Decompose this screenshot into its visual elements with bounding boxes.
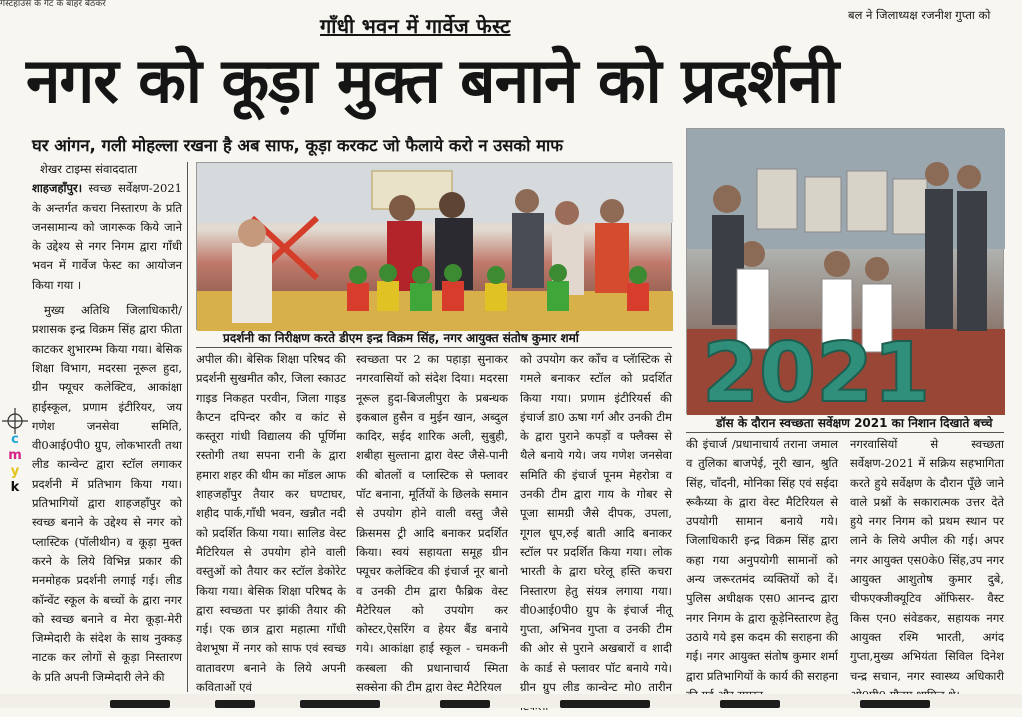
neighbour-article-snippet-top-left: गेस्टहाउस के गेट के बाहर बैठकर [0,0,106,9]
cmyk-magenta: m [8,448,22,463]
cropped-glyph [860,700,930,708]
column-5: की इंचार्ज /प्रधानाचार्य तराना जमाल व तुलिका बाजपेई, नूरी खान, श्रुति सिंह, चाँदनी, मोनिका सिंह एवं सईदा रूकैय्या के द्वारा वेस्ट मैटिरियल से उपयोगी सामान बनाये गये। जिलाधिकारी इन्द्र विक्रम सिंह द्वारा कहा गया अनुपयोगी सामानों को अन्य जरूरतमंद व्यक्तियों को दें। पुलिस अधीक्षक एस0 आनन्द द्वारा नगर निगम के द्वारा कूड़ेनिस्तारण हेतु उठाये गये इस कदम की सराहना की गई। नगर आयुक्त संतोष कुमार शर्मा द्वारा प्रतिभागियों के कार्य की सराहना [686,437,838,683]
exhibition-photo [196,162,672,330]
cropped-glyph [110,700,170,708]
photo-2-caption: डॉस के दौरान स्वच्छता सर्वेक्षण 2021 का निशान दिखाते बच्चे [716,416,993,430]
column-4: को उपयोग कर कॉंच व प्लॅास्टिक से गमले बनाकर स्टॉल को प्रदर्शित किया गया। प्रणाम इंटीरियर्स की इंचार्ज डा0 ऊषा गर्ग और उनकी टीम के द्वारा पुराने कपड़ों व फ्लैक्स से थैले बनाये गये। जय गणेश जनसेवा समिति की इंचार्ज पूनम मेहरोत्रा व उनकी टीम द्वारा गाय के गोबर से पूजा सामग्री जैसे दीपक, उपला, गूगल धूप,रुई बाती आदि बनाकर स्टॉल पर प्रदर्शित किया गया। लोक भारती के द्वारा घरेलू हस्ति कचरा निस्तारण हेतु संयत्र लगाया गया। वी0आई0पी0 ग्रुप के इंचार्ज नीतू गुप्ता, अभिनव गुप्ता व उनकी टीम की ओर से पुराने अखबारों व शादी के कार्ड से फ्लावर पॉट बनाये गये। ग्रीन ग्रुप लीड कान्वेन्ट मो0 तारीन [520,352,672,695]
column-6: नगरवासियों से स्वच्छता सर्वेक्षण-2021 में सक्रिय सहभागिता करते हुये सर्वेक्षण के दौरान पूँछे जाने वाले प्रश्नों के सकारात्मक उत्तर देते हुये नगर निगम को प्रथम स्थान पर लाने के लिये अपील की गई। अपर नगर आयुक्त एस0के0 सिंह,उप नगर आयुक्त आशुतोष कुमार दुबे, चीफएक्जीक्यूटिव ऑफिसर- वैस्ट किस एन0 संवेडकर, सहायक नगर आयुक्त रश्मि भारती, अगंद गुप्ता,मुख्य अभियंता सिविल दिनेश चन्द्र सचान, नगर स्वास्थ्य अधिकारी [850,437,1004,683]
caption-rule [196,347,672,348]
column-1-paragraph-2: मुख्य अतिथि जिलाधिकारी/प्रशासक इन्द्र विक्रम सिंह द्वारा फीता काटकर शुभारम्भ किया गया। बेसिक शिक्षा विभाग, मदरसा नूरूल हुदा, ग्रीन फ्यूचर कलेक्टिव, आकांक्षा हाईस्कूल, प्रणाम इंटीरियर, जय गणेश जनसेवा समिति, वी0आई0पी0 ग्रुप, लोकभारती तथा लीड कान्वेन्ट द्वारा स्टॉल लगाकर प्रदर्शनी में प्रतिभाग किया गया। प्रतिभागियों द्वारा शाहजहाँपुर को स्वच्छ बनाने के उद्देश्य से नगर को प्लास्टिक (पॉलीथीन) व कूड़ा मुक्त करने के लिये विभिन्न प्रकार की मनमोहक प्रदर्शनी लगाई गई। लीड कॉन्वेंट स्कूल के बच्चों के द्वारा नगर को स्वच्छ बनाने व मेरा कूड़ा-मेरी जिम्मेदारी के संदेश के साथ नुक्कड़ नाटक कर लोगों से कूड़ा निस्तारण के प्रति अपनी जिम्मेदारी लेने की [32,303,182,684]
byline: शेखर टाइम्स संवाददाता [40,162,138,176]
cropped-glyph [440,700,490,708]
kicker: गाँधी भवन में गार्वेज फेस्ट [320,14,511,38]
photo-2-sign-text: 2021 [702,326,931,421]
column-3: स्वच्छता पर 2 का पहाड़ा सुनाकर नगरवासियों को संदेश दिया। मदरसा नूरूल हुदा-बिजलीपुरा के प्रबन्धक इकबाल हुसैन व मुईन खान, अब्दुल कादिर, सईद शारिक अली, सुबुही, शबीहा सुल्ताना द्वारा वेस्ट जैसे-पानी की बोतलों व प्लास्टिक से फ्लावर पॉट बनाना, मूर्तियों के छिलके समान से उपयोग होने वाली वस्तु जैसे क्रिसमस ट्री आदि बनाकर प्रदर्शित किया। स्वयं सहायता समूह ग्रीन फ्यूचर कलेक्टिव की इंचार्ज नूर बानो व उनकी टीम द्वारा फैब्रिक वेस्ट मैटेरियल को उपयोग कर कोस्टर,ऐसरिंग व हेयर बैंड बनाये गये। आकांक्षा हाई स्कूल - चमकनी कस्बला की प्रधानाचार्य स्मिता सक्सेना की टीम द्वारा वेस्ट मैटेरियल [356,352,508,695]
exhibition-photo-illustration [197,163,673,331]
photo-1-caption: प्रदर्शनी का निरीक्षण करते डीएम इन्द्र विक्रम सिंह, नगर आयुक्त संतोष कुमार शर्मा [223,331,579,345]
cropped-glyph [300,700,380,708]
cropped-glyph [720,700,780,708]
headline: नगर को कूड़ा मुक्त बनाने को प्रदर्शनी [26,44,839,117]
registration-mark-icon [2,408,28,434]
caption-rule-2 [686,432,1004,433]
cmyk-black: k [10,480,20,495]
column-divider [187,162,188,692]
cmyk-cyan: c [11,432,19,447]
column-2: अपील की। बेसिक शिक्षा परिषद की प्रदर्शनी सुखमीत कौर, जिला स्काउट गाइड निकहत परवीन, जिला गाइड कैप्टन दपिन्दर कौर व कांट से कस्तूरा गांधी विद्यालय की पूर्णिमा रस्तोगी तथा सपना रानी के द्वारा हमारा शहर की थीम का मॉडल आफ शाहजहाँपुर तैयार कर घण्टाघर, शहीद पार्क,गाँधी भवन, खन्नौत नदी को प्रदर्शित किया गया। सालिड वेस्ट मैटिरियल से उपयोग होने वाली वस्तुओं को तैयार कर स्टॉल डेकोरेट किया गया। बेसिक शिक्षा परिषद के द्वारा स्वच्छता पर झांकी तैयार की गई। एक छात्र द्वारा महात्मा गाँधी वेशभूषा में नगर को साफ एवं स्वच्छ वातावरण बनाने के लिये अपनी कविताओं एवं [196,352,346,695]
subhead: घर आंगन, गली मोहल्ला रखना है अब साफ, कूड़ा करकट जो फैलाये करो न उसको माफ [32,136,563,155]
children-photo-illustration [687,129,1005,421]
cropped-glyph [560,700,650,708]
column-1 [32,160,182,695]
children-photo [686,128,1004,421]
cmyk-yellow: y [10,464,20,479]
cropped-glyph [215,700,255,708]
dateline: शाहजहाँपुर। [32,181,83,196]
cmyk-color-marks [7,432,23,496]
neighbour-article-snippet-top-right: बल ने जिलाध्यक्ष रजनीश गुप्ता को [848,8,991,22]
next-article-headline-strip [0,694,1022,708]
column-1-paragraph-1: स्वच्छ सर्वेक्षण-2021 के अन्तर्गत कचरा निस्तारण के प्रति जनसामान्य को जागरूक किये जाने के उद्देश्य से नगर निगम द्वारा गाँधी भवन में गार्वेज फेस्ट का आयोजन किया गया । [32,181,183,292]
